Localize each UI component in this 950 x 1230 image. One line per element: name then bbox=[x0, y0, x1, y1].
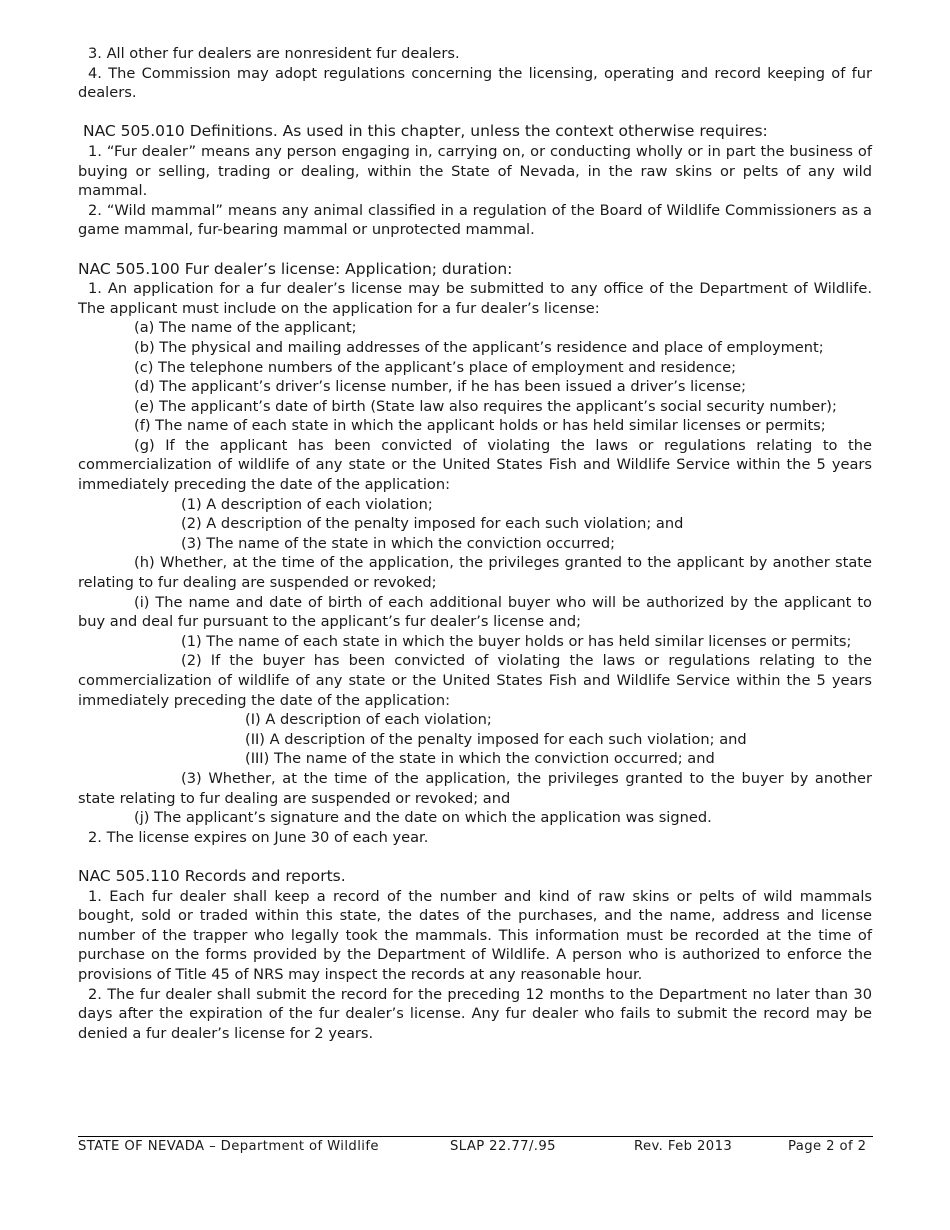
definition-fur-dealer: 1. “Fur dealer” means any person engaging in, carrying on, or conducting wholly or in part the business of buying or selling, trading or dealing, within the State of Nevada, in the raw skins or pelts of any wild mammal. bbox=[78, 142, 872, 200]
section-heading-505-010: NAC 505.010 Definitions. As used in this chapter, unless the context otherwise requires: bbox=[83, 122, 768, 141]
footer-agency: STATE OF NEVADA – Department of Wildlife bbox=[78, 1139, 379, 1154]
intro-item-4: 4. The Commission may adopt regulations concerning the licensing, operating and record keeping of fur dealers. bbox=[78, 64, 872, 102]
requirement-g-3: (3) The name of the state in which the conviction occurred; bbox=[181, 534, 616, 552]
requirement-f: (f) The name of each state in which the applicant holds or has held similar licenses or permits; bbox=[134, 417, 826, 435]
requirement-a: (a) The name of the applicant; bbox=[134, 319, 357, 337]
requirement-g: (g) If the applicant has been convicted of violating the laws or regulations relating to the commercialization of wildlife of any state or the United States Fish and Wildlife Service within the 5 years immediately preceding the date of the application: bbox=[78, 436, 872, 494]
requirement-e: (e) The applicant’s date of birth (State law also requires the applicant’s social security number); bbox=[134, 397, 837, 415]
requirement-i-1: (1) The name of each state in which the buyer holds or has held similar licenses or permits; bbox=[181, 632, 852, 650]
requirement-j: (j) The applicant’s signature and the date on which the application was signed. bbox=[134, 809, 712, 827]
license-item-1: 1. An application for a fur dealer’s license may be submitted to any office of the Department of Wildlife. The applicant must include on the application for a fur dealer’s license: bbox=[78, 280, 872, 317]
requirement-h: (h) Whether, at the time of the application, the privileges granted to the applicant by another state relating to fur dealing are suspended or revoked; bbox=[78, 554, 872, 592]
footer-form-code: SLAP 22.77/.95 bbox=[450, 1139, 556, 1154]
requirement-b: (b) The physical and mailing addresses of the applicant’s residence and place of employment; bbox=[134, 338, 824, 356]
license-item-2: 2. The license expires on June 30 of each year. bbox=[88, 828, 429, 846]
page-footer bbox=[78, 1136, 873, 1154]
document-body bbox=[78, 44, 872, 1043]
definition-wild-mammal: 2. “Wild mammal” means any animal classified in a regulation of the Board of Wildlife Commissioners as a game mammal, fur-bearing mammal or unprotected mammal. bbox=[78, 201, 872, 239]
requirement-i-2-II: (II) A description of the penalty imposed for each such violation; and bbox=[245, 730, 747, 748]
section-heading-505-110: NAC 505.110 Records and reports. bbox=[78, 866, 346, 885]
footer-revision: Rev. Feb 2013 bbox=[634, 1139, 733, 1154]
requirement-i-2: (2) If the buyer has been convicted of violating the laws or regulations relating to the commercialization of wildlife of any state or the United States Fish and Wildlife Service within the 5 years immediately preceding the date of the application: bbox=[78, 652, 872, 709]
requirement-c: (c) The telephone numbers of the applicant’s place of employment and residence; bbox=[134, 358, 737, 376]
requirement-d: (d) The applicant’s driver’s license number, if he has been issued a driver’s license; bbox=[134, 378, 746, 396]
requirement-i-3: (3) Whether, at the time of the application, the privileges granted to the buyer by another state relating to fur dealing are suspended or revoked; and bbox=[78, 769, 872, 807]
requirement-i-2-I: (I) A description of each violation; bbox=[245, 711, 492, 729]
footer-page-number: Page 2 of 2 bbox=[788, 1139, 867, 1154]
records-item-2: 2. The fur dealer shall submit the record for the preceding 12 months to the Department no later than 30 days after the expiration of the fur dealer’s license. Any fur dealer who fails to submit the record may be denied a fur dealer’s license for 2 years. bbox=[78, 985, 872, 1042]
requirement-i-2-III: (III) The name of the state in which the conviction occurred; and bbox=[245, 750, 715, 768]
intro-item-3: 3. All other fur dealers are nonresident fur dealers. bbox=[88, 45, 460, 62]
requirement-g-1: (1) A description of each violation; bbox=[181, 495, 433, 513]
requirement-g-2: (2) A description of the penalty imposed for each such violation; and bbox=[181, 515, 684, 533]
requirement-i: (i) The name and date of birth of each additional buyer who will be authorized by the applicant to buy and deal fur pursuant to the applicant’s fur dealer’s license and; bbox=[78, 593, 872, 631]
records-item-1: 1. Each fur dealer shall keep a record of the number and kind of raw skins or pelts of wild mammals bought, sold or traded within this state, the dates of the purchases, and the name, address and license number of the trapper who legally took the mammals. This information must be recorded at the time of purchase on the forms provided by the Department of Wildlife. A person who is authorized to enforce the provisions of Title 45 of NRS may inspect the records at any reasonable hour. bbox=[78, 887, 872, 983]
section-heading-505-100: NAC 505.100 Fur dealer’s license: Application; duration: bbox=[78, 259, 513, 278]
